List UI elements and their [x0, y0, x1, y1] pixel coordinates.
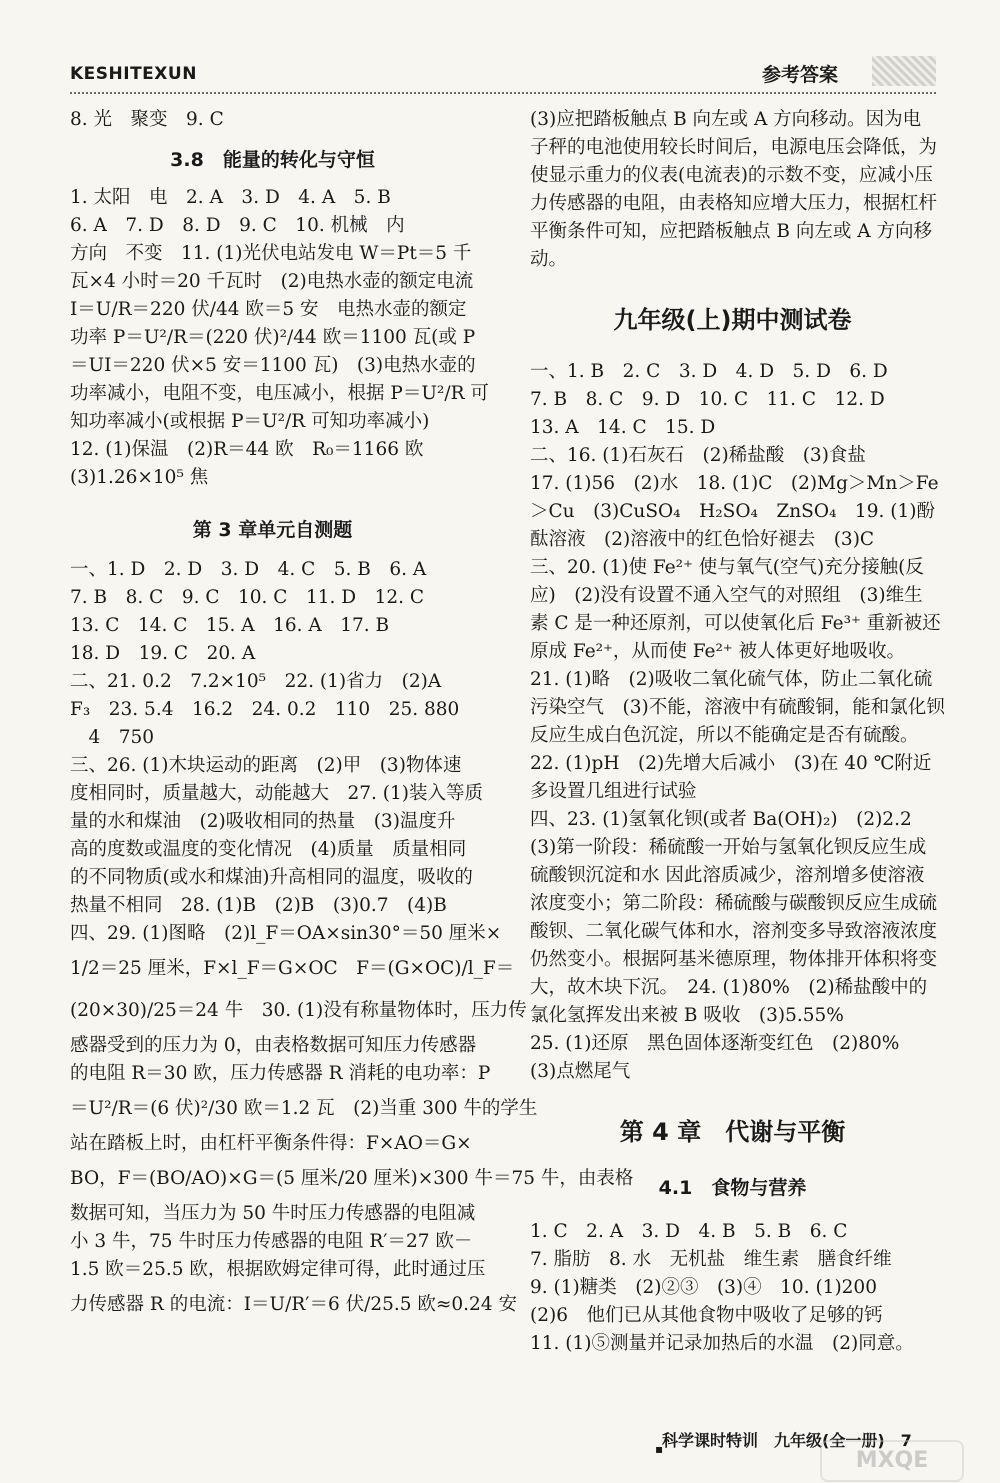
answer-line: 浓度变小；第二阶段：稀硫酸与碳酸钡反应生成硫 — [530, 893, 938, 914]
answer-line: 小 3 牛，75 牛时压力传感器的电阻 R′＝27 欧－ — [70, 1231, 473, 1252]
answer-line: 应) (2)没有设置不通入空气的对照组 (3)维生 — [530, 585, 923, 606]
answer-line: 度相同时，质量越大，动能越大 27. (1)装入等质 — [70, 783, 484, 804]
answer-line: 四、29. (1)图略 (2)l_F＝OA×sin30°＝50 厘米× — [70, 923, 502, 944]
answer-line: 21. (1)略 (2)吸收二氧化硫气体，防止二氧化硫 — [530, 669, 933, 690]
answer-line: (3)应把踏板触点 B 向左或 A 方向移动。因为电 — [530, 109, 922, 130]
answer-line: 多设置几组进行试验 — [530, 781, 697, 802]
header-title: 参考答案 — [762, 64, 839, 86]
answer-line: 7. B 8. C 9. C 10. C 11. D 12. C — [70, 587, 425, 608]
answer-line: 仍然变小。根据阿基米德原理，物体排开体积将变 — [530, 949, 938, 970]
answer-line: 原成 Fe²⁺，从而使 Fe²⁺ 被人体更好地吸收。 — [530, 641, 906, 662]
answer-line: 的不同物质(或水和煤油)升高相同的温度，吸收的 — [70, 867, 473, 888]
answer-line: 污染空气 (3)不能，溶液中有硫酸铜，能和氯化钡 — [530, 697, 945, 718]
answer-line: 一、1. D 2. D 3. D 4. C 5. B 6. A — [70, 559, 427, 580]
answer-line: 酸钡、二氧化碳气体和水，溶剂变多导致溶液浓度 — [530, 921, 938, 942]
answer-line: BO，F＝(BO/AO)×G＝(5 厘米/20 厘米)×300 牛＝75 牛，由表格 — [70, 1168, 634, 1189]
answer-line: 四、23. (1)氢氧化钡(或者 Ba(OH)₂) (2)2.2 — [530, 809, 912, 830]
answer-line: 子秤的电池使用较长时间后，电源电压会降低，为 — [530, 137, 938, 158]
section-title-chapter3: 第 3 章单元自测题 — [192, 519, 353, 541]
answer-line: 12. (1)保温 (2)R＝44 欧 R₀＝1166 欧 — [70, 439, 424, 460]
answer-line: 数据可知，当压力为 50 牛时压力传感器的电阻减 — [70, 1203, 476, 1224]
answer-line: 酞溶液 (2)溶液中的红色恰好褪去 (3)C — [530, 529, 875, 550]
answer-line: 1. C 2. A 3. D 4. B 5. B 6. C — [530, 1221, 848, 1242]
section-title-4-1: 4.1 食物与营养 — [658, 1177, 807, 1199]
answer-line: 使显示重力的仪表(电流表)的示数不变，应减小压 — [530, 165, 933, 186]
answer-line: 22. (1)pH (2)先增大后减小 (3)在 40 ℃附近 — [530, 753, 932, 774]
answer-line: 瓦×4 小时＝20 千瓦时 (2)电热水壶的额定电流 — [70, 271, 474, 292]
answer-line: 25. (1)还原 黑色固体逐渐变红色 (2)80% — [530, 1033, 900, 1054]
section-title-midterm: 九年级(上)期中测试卷 — [613, 306, 852, 334]
answer-line: (2)6 他们已从其他食物中吸收了足够的钙 — [530, 1305, 883, 1326]
answer-line: 反应生成白色沉淀，所以不能确定是否有硫酸。 — [530, 725, 919, 746]
answer-line: 氯化氢挥发出来被 B 吸收 (3)5.55% — [530, 1005, 844, 1026]
answer-line: 9. (1)糖类 (2)②③ (3)④ 10. (1)200 — [530, 1277, 877, 1298]
answer-line: 8. 光 聚变 9. C — [70, 109, 224, 130]
answer-line: ＞Cu (3)CuSO₄ H₂SO₄ ZnSO₄ 19. (1)酚 — [530, 501, 935, 522]
answer-line: 三、20. (1)使 Fe²⁺ 使与氧气(空气)充分接触(反 — [530, 557, 924, 578]
answer-line: 平衡条件可知，应把踏板触点 B 向左或 A 方向移 — [530, 221, 932, 242]
answer-line: 功率 P＝U²/R＝(220 伏)²/44 欧＝1100 瓦(或 P — [70, 327, 476, 348]
answer-line: 方向 不变 11. (1)光伏电站发电 W＝Pt＝5 千 — [70, 243, 472, 264]
footer-text: 科学课时特训 九年级(全一册) 7 — [662, 1431, 912, 1450]
answer-line: 13. C 14. C 15. A 16. A 17. B — [70, 615, 390, 636]
answer-line: 力传感器 R 的电流：I＝U/R′＝6 伏/25.5 欧≈0.24 安 — [70, 1294, 517, 1315]
answer-line: 知功率减小(或根据 P＝U²/R 可知功率减小) — [70, 411, 430, 432]
answer-line: 1/2＝25 厘米，F×l_F＝G×OC F＝(G×OC)/l_F＝ — [70, 958, 515, 979]
answer-line: (3)点燃尾气 — [530, 1061, 631, 1082]
answer-line: 18. D 19. C 20. A — [70, 643, 256, 664]
answer-line: 7. 脂肪 8. 水 无机盐 维生素 膳食纤维 — [530, 1249, 892, 1270]
answer-line: (3)1.26×10⁵ 焦 — [70, 467, 209, 488]
answer-line: I＝U/R＝220 伏/44 欧＝5 安 电热水壶的额定 — [70, 299, 467, 320]
answer-line: 素 C 是一种还原剂，可以使氧化后 Fe³⁺ 重新被还 — [530, 613, 941, 634]
answer-line: 功率减小，电阻不变，电压减小，根据 P＝U²/R 可 — [70, 383, 489, 404]
answer-line: 17. (1)56 (2)水 18. (1)C (2)Mg＞Mn＞Fe — [530, 473, 939, 494]
answer-line: 13. A 14. C 15. D — [530, 417, 716, 438]
header-decoration — [872, 56, 936, 86]
answer-line: 站在踏板上时，由杠杆平衡条件得：F×AO＝G× — [70, 1133, 472, 1154]
answer-line: ＝UI＝220 伏×5 安＝1100 瓦) (3)电热水壶的 — [70, 355, 476, 376]
section-title-3-8: 3.8 能量的转化与守恒 — [170, 149, 375, 171]
answer-line: 热量不相同 28. (1)B (2)B (3)0.7 (4)B — [70, 895, 447, 916]
answer-line: 量的水和煤油 (2)吸收相同的热量 (3)温度升 — [70, 811, 456, 832]
answer-line: 1. 太阳 电 2. A 3. D 4. A 5. B — [70, 187, 391, 208]
section-title-chapter4: 第 4 章 代谢与平衡 — [619, 1118, 846, 1146]
answer-line: 一、1. B 2. C 3. D 4. D 5. D 6. D — [530, 361, 888, 382]
answer-line: F₃ 23. 5.4 16.2 24. 0.2 110 25. 880 — [70, 699, 460, 720]
answer-line: 三、26. (1)木块运动的距离 (2)甲 (3)物体速 — [70, 755, 462, 776]
answer-line: 二、16. (1)石灰石 (2)稀盐酸 (3)食盐 — [530, 445, 866, 466]
answer-line: 6. A 7. D 8. D 9. C 10. 机械 内 — [70, 215, 405, 236]
answer-line: (20×30)/25＝24 牛 30. (1)没有称量物体时，压力传 — [70, 1000, 527, 1021]
answer-line: 大，故木块下沉。 24. (1)80% (2)稀盐酸中的 — [530, 977, 928, 998]
header-rule — [70, 92, 936, 94]
right-column — [530, 102, 945, 1358]
answer-line: 感器受到的压力为 0，由表格数据可知压力传感器 — [70, 1035, 477, 1056]
answer-line: 硫酸钡沉淀和水 因此溶质减少，溶剂增多使溶液 — [530, 865, 925, 886]
answer-line: 二、21. 0.2 7.2×10⁵ 22. (1)省力 (2)A — [70, 671, 442, 692]
answer-line: (3)第一阶段：稀硫酸一开始与氢氧化钡反应生成 — [530, 837, 927, 858]
answer-line: 动。 — [530, 249, 568, 270]
answer-line: 7. B 8. C 9. D 10. C 11. C 12. D — [530, 389, 885, 410]
watermark-logo: MXQE — [820, 1440, 964, 1482]
answer-line: 4 750 — [70, 727, 155, 748]
answer-line: 1.5 欧＝25.5 欧，根据欧姆定律可得，此时通过压 — [70, 1259, 486, 1280]
footer-dot: ▪ — [655, 1442, 664, 1456]
answer-line: 11. (1)⑤测量并记录加热后的水温 (2)同意。 — [530, 1333, 914, 1354]
answer-line: ＝U²/R＝(6 伏)²/30 欧＝1.2 瓦 (2)当重 300 牛的学生 — [70, 1098, 538, 1119]
answer-line: 高的度数或温度的变化情况 (4)质量 质量相同 — [70, 839, 467, 860]
answer-line: 的电阻 R＝30 欧，压力传感器 R 消耗的电功率：P — [70, 1063, 491, 1084]
answer-line: 力传感器的电阻，由表格知应增大压力，根据杠杆 — [530, 193, 938, 214]
header-brand: KESHITEXUN — [70, 64, 197, 84]
